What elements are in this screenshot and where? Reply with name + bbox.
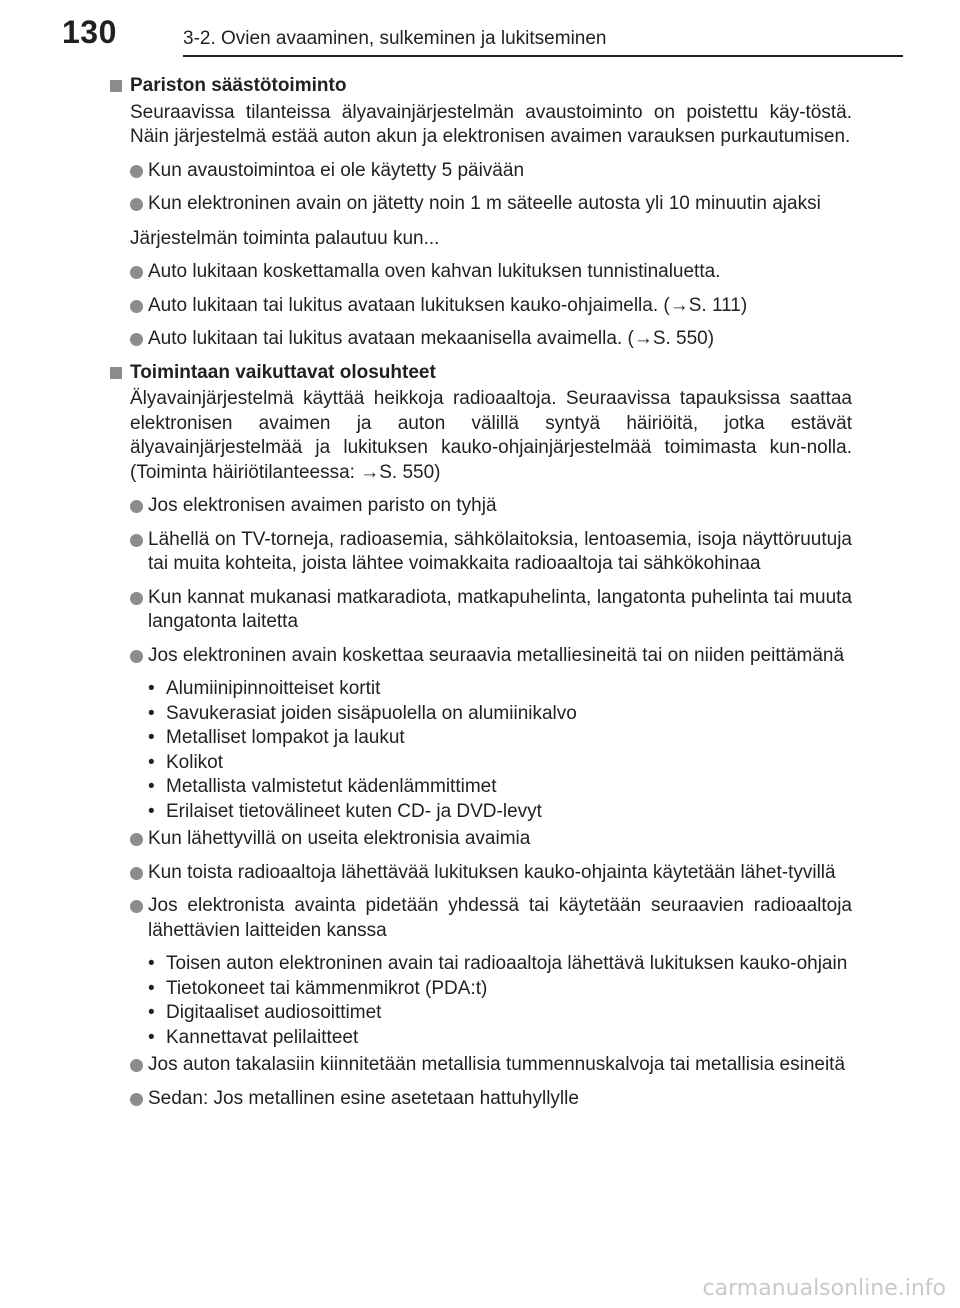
bullet-marker: • bbox=[148, 953, 155, 974]
bullet-marker: • bbox=[148, 800, 155, 822]
bullet-marker: • bbox=[148, 776, 155, 797]
bullet-marker: • bbox=[148, 727, 155, 748]
list-item bbox=[110, 327, 852, 352]
list-item-text: Kun lähettyvillä on useita elektronisia avaimia bbox=[148, 828, 531, 849]
section-heading-text: Pariston säästötoiminto bbox=[130, 75, 347, 96]
round-bullet-icon bbox=[130, 592, 143, 605]
sub-list-item-text: Alumiinipinnoitteiset kortit bbox=[166, 678, 381, 699]
square-bullet-icon bbox=[110, 80, 122, 92]
list-item bbox=[110, 894, 852, 943]
sub-list-item bbox=[110, 751, 852, 776]
sub-list-item-text: Metallista valmistetut kädenlämmittimet bbox=[166, 776, 497, 797]
sub-list-item bbox=[110, 702, 852, 727]
list-item bbox=[110, 644, 852, 669]
list-item bbox=[110, 260, 852, 285]
sub-list-item-text: Digitaaliset audiosoittimet bbox=[166, 1002, 382, 1023]
bullet-marker: • bbox=[148, 751, 155, 773]
header-divider bbox=[183, 55, 903, 57]
round-bullet-icon bbox=[130, 833, 143, 846]
list-item bbox=[110, 861, 852, 886]
list-item-text: Kun kannat mukanasi matkaradiota, matkapuhelinta, langatonta puhelinta tai muuta langatonta laitetta bbox=[148, 586, 852, 632]
sub-list-item bbox=[110, 677, 852, 702]
round-bullet-icon bbox=[130, 500, 143, 513]
list-item bbox=[110, 1087, 852, 1112]
list-item-text: Lähellä on TV-torneja, radioasemia, sähkölaitoksia, lentoasemia, isoja näyttöruutuja tai muita kohteita, joista lähtee voimakkaita radioaaltoja tai sähkökohinaa bbox=[148, 528, 852, 574]
list-item-text: Jos elektronisen avaimen paristo on tyhjä bbox=[148, 495, 497, 516]
restore-text: Järjestelmän toiminta palautuu kun... bbox=[130, 227, 440, 249]
section-heading-operating-conditions bbox=[110, 361, 852, 386]
round-bullet-icon bbox=[130, 900, 143, 913]
list-item bbox=[110, 294, 852, 319]
list-item bbox=[110, 586, 852, 635]
page-content bbox=[110, 66, 852, 1111]
sub-list-item-text: Metalliset lompakot ja laukut bbox=[166, 727, 405, 748]
sub-list-item bbox=[110, 952, 852, 977]
round-bullet-icon bbox=[130, 1093, 143, 1106]
list-item bbox=[110, 159, 852, 184]
list-item-text: Jos elektroninen avain koskettaa seuraavia metalliesineitä tai on niiden peittämänä bbox=[148, 644, 845, 666]
round-bullet-icon bbox=[130, 300, 143, 313]
sub-list-item bbox=[110, 1001, 852, 1026]
list-item bbox=[110, 192, 852, 217]
page-number: 130 bbox=[62, 14, 117, 50]
list-item-text: Kun avaustoimintoa ei ole käytetty 5 päivään bbox=[148, 159, 525, 181]
list-item-text: Kun elektroninen avain on jätetty noin 1 m säteelle autosta yli 10 minuutin ajaksi bbox=[148, 193, 821, 214]
bullet-marker: • bbox=[148, 977, 155, 999]
sub-list-item bbox=[110, 1026, 852, 1051]
round-bullet-icon bbox=[130, 650, 143, 663]
bullet-marker: • bbox=[148, 1026, 155, 1048]
round-bullet-icon bbox=[130, 165, 143, 178]
sub-list-item-text: Kannettavat pelilaitteet bbox=[166, 1026, 359, 1048]
sub-list-item-text: Erilaiset tietovälineet kuten CD- ja DVD-levyt bbox=[166, 800, 542, 822]
round-bullet-icon bbox=[130, 867, 143, 880]
page-header bbox=[0, 0, 960, 64]
metal-objects-list bbox=[110, 677, 852, 824]
list-item bbox=[110, 494, 852, 519]
sub-list-item-text: Savukerasiat joiden sisäpuolella on alumiinikalvo bbox=[166, 702, 577, 724]
section-intro: Älyavainjärjestelmä käyttää heikkoja radioaaltoja. Seuraavissa tapauksissa saattaa elektronisen avaimen ja auton välillä syntyä häiriöitä, jotka estävät älyavainjärjestelmää ja lukituksen kauko-ohjainjärjestelmää toimimasta kun-nolla. (Toiminta häiriötilanteessa: →S. 550) bbox=[130, 388, 852, 483]
sub-list-item-text: Tietokoneet tai kämmenmikrot (PDA:t) bbox=[166, 977, 488, 999]
watermark: carmanualsonline.info bbox=[702, 1276, 946, 1301]
section-heading-text: Toimintaan vaikuttavat olosuhteet bbox=[130, 361, 436, 383]
section-intro: Seuraavissa tilanteissa älyavainjärjestelmän avaustoiminto on poistettu käy-töstä. Näin järjestelmä estää auton akun ja elektronisen avaimen varauksen purkautumisen. bbox=[130, 101, 852, 147]
round-bullet-icon bbox=[130, 1059, 143, 1072]
list-item bbox=[110, 528, 852, 577]
sub-list-item-text: Toisen auton elektroninen avain tai radioaaltoja lähettävä lukituksen kauko-ohjain bbox=[166, 953, 848, 974]
list-item-text: Auto lukitaan tai lukitus avataan lukituksen kauko-ohjaimella. (→S. 111) bbox=[148, 294, 748, 316]
bullet-marker: • bbox=[148, 702, 155, 724]
list-item bbox=[110, 1053, 852, 1078]
radio-devices-list bbox=[110, 952, 852, 1050]
list-item-text: Jos elektronista avainta pidetään yhdessä tai käytetään seuraavien radioaaltoja lähettävien laitteiden kanssa bbox=[148, 895, 852, 941]
chapter-title: 3-2. Ovien avaaminen, sulkeminen ja lukitseminen bbox=[183, 28, 607, 49]
round-bullet-icon bbox=[130, 534, 143, 547]
sub-list-item-text: Kolikot bbox=[166, 751, 224, 773]
sub-list-item bbox=[110, 977, 852, 1002]
list-item-text: Auto lukitaan tai lukitus avataan mekaanisella avaimella. (→S. 550) bbox=[148, 328, 715, 349]
section-heading-battery-saving bbox=[110, 74, 852, 99]
bullet-marker: • bbox=[148, 678, 155, 699]
round-bullet-icon bbox=[130, 266, 143, 279]
bullet-marker: • bbox=[148, 1002, 155, 1023]
list-item bbox=[110, 827, 852, 852]
sub-list-item bbox=[110, 775, 852, 800]
list-item-text: Jos auton takalasiin kiinnitetään metallisia tummennuskalvoja tai metallisia esineitä bbox=[148, 1054, 846, 1075]
list-item-text: Kun toista radioaaltoja lähettävää lukituksen kauko-ohjainta käytetään lähet-tyvillä bbox=[148, 861, 836, 883]
sub-list-item bbox=[110, 726, 852, 751]
sub-list-item bbox=[110, 800, 852, 825]
square-bullet-icon bbox=[110, 367, 122, 379]
list-item-text: Sedan: Jos metallinen esine asetetaan hattuhyllylle bbox=[148, 1087, 579, 1109]
round-bullet-icon bbox=[130, 333, 143, 346]
list-item-text: Auto lukitaan koskettamalla oven kahvan lukituksen tunnistinaluetta. bbox=[148, 261, 721, 282]
round-bullet-icon bbox=[130, 198, 143, 211]
